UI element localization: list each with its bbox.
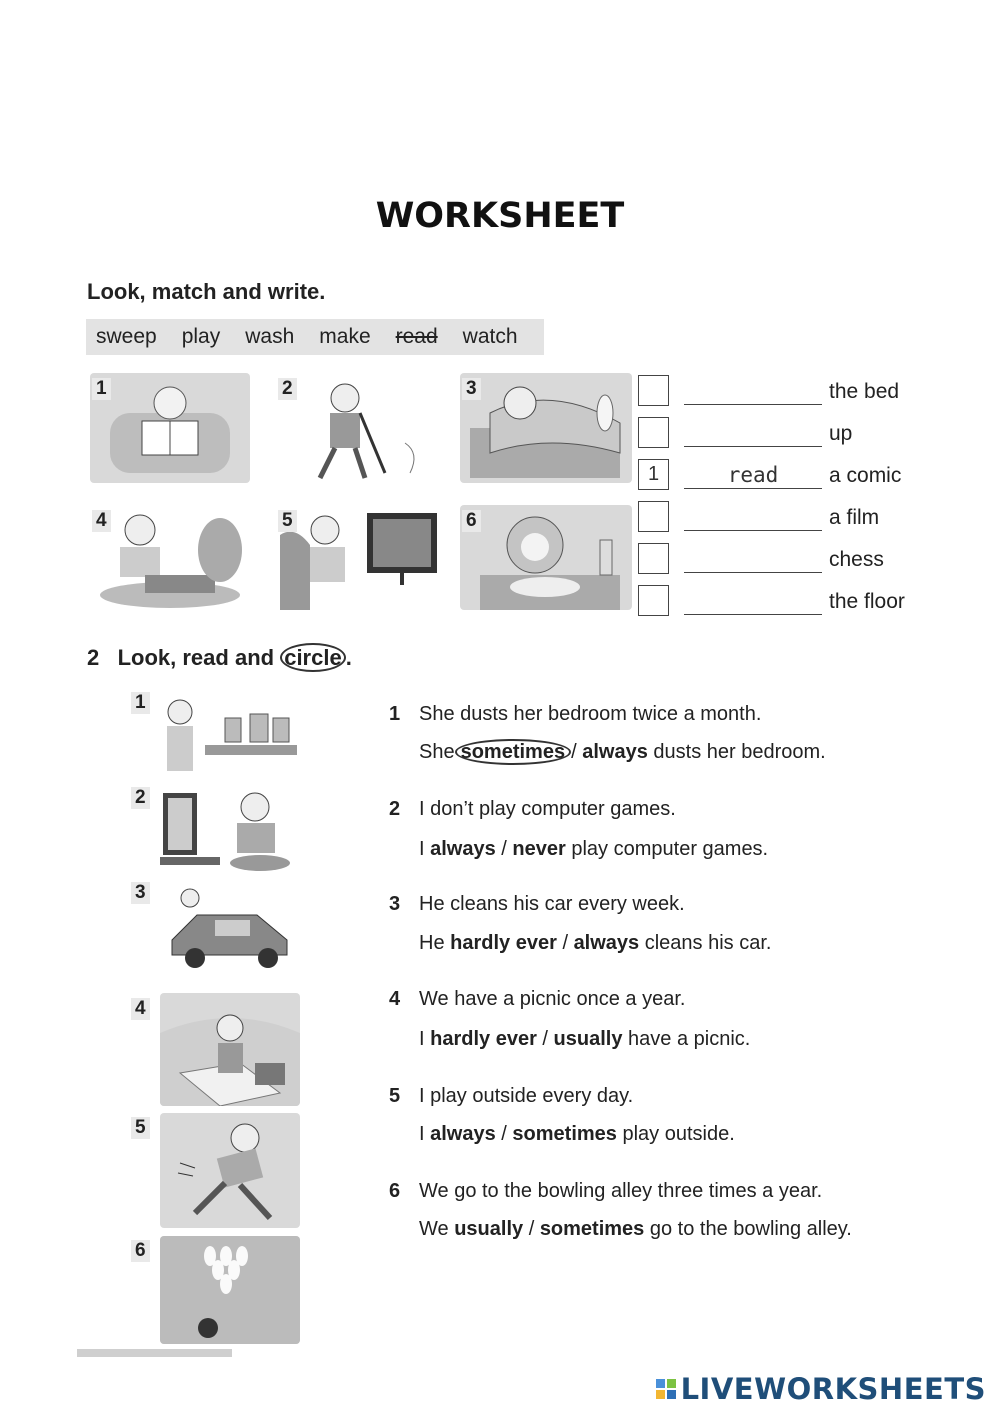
picture-number: 4 bbox=[131, 998, 150, 1020]
girl-dusting-icon bbox=[155, 690, 300, 778]
choice-end: play outside. bbox=[622, 1123, 735, 1145]
choice-start: I bbox=[419, 1028, 425, 1050]
choice-end: cleans his car. bbox=[644, 932, 772, 954]
item-statement: She dusts her bedroom twice a month. bbox=[419, 703, 762, 725]
picture-number: 3 bbox=[462, 378, 481, 400]
item-number: 1 bbox=[389, 703, 401, 725]
item-number: 4 bbox=[389, 988, 401, 1010]
item-statement: I don’t play computer games. bbox=[419, 798, 676, 820]
choice-option[interactable]: hardly ever bbox=[450, 932, 557, 954]
boy-computer-icon bbox=[155, 785, 300, 873]
choice-separator: / bbox=[528, 1218, 535, 1240]
answer-phrase: up bbox=[829, 422, 853, 445]
page-fragment-divider bbox=[77, 1349, 232, 1357]
item-statement: We have a picnic once a year. bbox=[419, 988, 686, 1010]
boy-running-icon bbox=[160, 1113, 300, 1228]
choice-separator: / bbox=[542, 1028, 548, 1050]
item-number: 5 bbox=[389, 1085, 401, 1107]
logo-square bbox=[667, 1390, 676, 1399]
car-cleaning-icon bbox=[160, 880, 300, 975]
word-bank bbox=[86, 319, 544, 355]
choice-start: She bbox=[419, 741, 455, 763]
bowling-icon bbox=[160, 1236, 300, 1344]
answer-number-box[interactable]: 1 bbox=[638, 459, 669, 490]
item-choice-sentence bbox=[419, 932, 771, 955]
answer-phrase: a comic bbox=[829, 464, 902, 487]
boy-sweeping-icon bbox=[275, 373, 440, 483]
item-choice-sentence bbox=[419, 838, 768, 861]
choice-end: dusts her bedroom. bbox=[653, 741, 826, 763]
brand-name: LIVEWORKSHEETS bbox=[680, 1372, 986, 1406]
choice-start: I bbox=[419, 1123, 425, 1145]
item-number: 2 bbox=[389, 798, 401, 820]
picture-number: 6 bbox=[462, 510, 481, 532]
logo-square bbox=[656, 1379, 665, 1388]
answer-number-box[interactable] bbox=[638, 417, 669, 448]
exercise2-instruction-text: Look, read and bbox=[117, 645, 275, 670]
word-bank-item-used: read bbox=[395, 325, 438, 348]
picture-number: 6 bbox=[131, 1240, 150, 1262]
item-number: 6 bbox=[389, 1180, 401, 1202]
item-statement: We go to the bowling alley three times a year. bbox=[419, 1180, 823, 1202]
answer-write-field[interactable] bbox=[684, 588, 822, 615]
item-choice-sentence bbox=[419, 1123, 735, 1146]
choice-separator: / bbox=[501, 838, 507, 860]
item-statement: I play outside every day. bbox=[419, 1085, 634, 1107]
word-bank-item: wash bbox=[245, 325, 295, 348]
picture-number: 3 bbox=[131, 882, 150, 904]
girl-washing-icon bbox=[460, 505, 632, 610]
choice-end: go to the bowling alley. bbox=[649, 1218, 852, 1240]
answer-number-box[interactable] bbox=[638, 375, 669, 406]
choice-option[interactable]: always bbox=[430, 838, 496, 860]
choice-separator: / bbox=[562, 932, 568, 954]
choice-option[interactable]: always bbox=[582, 741, 648, 763]
boy-playing-chess-icon bbox=[90, 505, 250, 610]
answer-write-field[interactable]: read bbox=[684, 462, 822, 489]
answer-write-field[interactable] bbox=[684, 546, 822, 573]
picture-number: 2 bbox=[131, 787, 150, 809]
exercise2-number: 2 bbox=[87, 645, 100, 670]
picture-number: 1 bbox=[131, 692, 150, 714]
choice-end: play computer games. bbox=[571, 838, 769, 860]
liveworksheets-logo-icon bbox=[656, 1379, 676, 1399]
exercise1-instruction: Look, match and write. bbox=[87, 279, 326, 304]
girl-reading-icon bbox=[90, 373, 250, 483]
exercise2-instruction-circled: circle bbox=[280, 643, 346, 672]
picture-number: 1 bbox=[92, 378, 111, 400]
answer-number-box[interactable] bbox=[638, 543, 669, 574]
picture-number: 5 bbox=[278, 510, 297, 532]
choice-option[interactable]: usually bbox=[553, 1028, 623, 1050]
picnic-icon bbox=[160, 993, 300, 1106]
word-bank-item: make bbox=[319, 325, 371, 348]
exercise2-instruction bbox=[87, 645, 352, 671]
answer-write-field[interactable] bbox=[684, 420, 822, 447]
logo-square bbox=[667, 1379, 676, 1388]
word-bank-item: watch bbox=[462, 325, 518, 348]
answer-write-field[interactable] bbox=[684, 378, 822, 405]
choice-option[interactable]: always bbox=[573, 932, 640, 954]
answer-phrase: chess bbox=[829, 548, 884, 571]
picture-number: 4 bbox=[92, 510, 111, 532]
choice-start: We bbox=[419, 1218, 449, 1240]
brand-logo bbox=[656, 1372, 986, 1406]
choice-start: I bbox=[419, 838, 425, 860]
choice-end: have a picnic. bbox=[628, 1028, 751, 1050]
item-choice-sentence bbox=[419, 741, 826, 764]
boy-making-bed-icon bbox=[460, 373, 632, 483]
choice-option[interactable]: always bbox=[430, 1123, 496, 1145]
choice-start: He bbox=[419, 932, 445, 954]
picture-number: 5 bbox=[131, 1117, 150, 1139]
boy-watching-tv-icon bbox=[275, 505, 440, 610]
answer-write-field[interactable] bbox=[684, 504, 822, 531]
item-number: 3 bbox=[389, 893, 401, 915]
answer-number-box[interactable] bbox=[638, 585, 669, 616]
choice-option-circled[interactable]: sometimes bbox=[455, 739, 572, 765]
word-bank-item: sweep bbox=[96, 325, 157, 348]
choice-separator: / bbox=[501, 1123, 507, 1145]
choice-option[interactable]: hardly ever bbox=[430, 1028, 537, 1050]
item-choice-sentence bbox=[419, 1218, 852, 1241]
answer-phrase: the floor bbox=[829, 590, 905, 613]
choice-separator: / bbox=[571, 741, 577, 763]
choice-option[interactable]: sometimes bbox=[512, 1123, 617, 1145]
choice-option[interactable]: never bbox=[512, 838, 566, 860]
item-statement: He cleans his car every week. bbox=[419, 893, 685, 915]
item-choice-sentence bbox=[419, 1028, 750, 1051]
picture-number: 2 bbox=[278, 378, 297, 400]
choice-option[interactable]: sometimes bbox=[539, 1218, 645, 1240]
exercise2-instruction-period: . bbox=[345, 645, 352, 670]
answer-number-box[interactable] bbox=[638, 501, 669, 532]
logo-square bbox=[656, 1390, 665, 1399]
answer-phrase: a film bbox=[829, 506, 880, 529]
answer-phrase: the bed bbox=[829, 380, 900, 403]
page-title: WORKSHEET bbox=[375, 196, 625, 236]
word-bank-item: play bbox=[181, 325, 221, 348]
choice-option[interactable]: usually bbox=[454, 1218, 524, 1240]
